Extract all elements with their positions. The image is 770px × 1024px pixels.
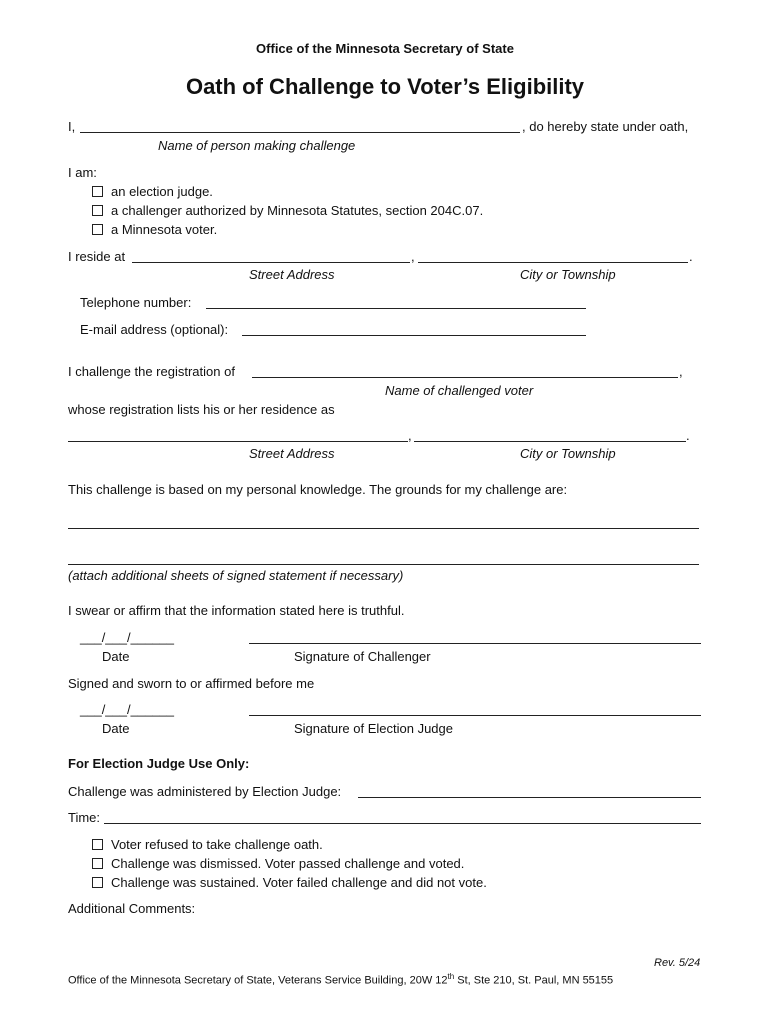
checkbox[interactable] [92,839,103,850]
judge-signature-line[interactable] [249,715,701,716]
date-caption-2: Date [102,721,130,736]
outcome-dismissed[interactable]: Challenge was dismissed. Voter passed challenge and voted. [92,856,464,871]
footer-address: Office of the Minnesota Secretary of State, Veterans Service Building, 20W 12th St, Ste 210, St. Paul, MN 55155 [68,972,614,987]
street-caption: Street Address [249,267,335,282]
phone-line [206,308,586,309]
signature-challenger-caption: Signature of Challenger [294,649,431,664]
iam-label: I am: [68,165,97,180]
sworn-text: Signed and sworn to or affirmed before me [68,676,315,691]
reside-label: I reside at [68,249,126,264]
phone-field[interactable] [208,292,584,308]
grounds-field-1[interactable] [70,512,697,528]
reside-city-line [418,262,688,263]
challenger-name-field[interactable] [82,116,518,132]
oath-prefix: I, [68,119,76,134]
challenger-signature-line[interactable] [249,643,701,644]
voter-caption: Name of challenged voter [385,383,534,398]
checkbox[interactable] [92,205,103,216]
date-blank-challenger[interactable]: ___/___/______ [80,630,174,645]
administered-label: Challenge was administered by Election Judge: [68,784,342,799]
checkbox[interactable] [92,186,103,197]
checkbox[interactable] [92,858,103,869]
comments-label: Additional Comments: [68,901,196,916]
grounds-field-2[interactable] [70,548,697,564]
iam-option-judge[interactable]: an election judge. [92,184,213,199]
checkbox[interactable] [92,224,103,235]
office-header: Office of the Minnesota Secretary of State [256,41,514,56]
date-blank-judge[interactable]: ___/___/______ [80,702,174,717]
voter-street-field[interactable] [70,425,406,441]
revision: Rev. 5/24 [654,957,701,969]
residence-text: whose registration lists his or her residence as [68,402,335,417]
time-label: Time: [68,810,101,825]
challenge-label: I challenge the registration of [68,364,235,379]
swear-text: I swear or affirm that the information stated here is truthful. [68,603,405,618]
time-line [104,823,701,824]
email-line [242,335,586,336]
grounds-line-2 [68,564,699,565]
city-caption-2: City or Township [520,446,616,461]
phone-label: Telephone number: [80,295,192,310]
judge-use-heading: For Election Judge Use Only: [68,756,250,771]
attach-note: (attach additional sheets of signed statement if necessary) [68,568,404,583]
period: . [689,249,693,264]
reside-street-field[interactable] [134,246,408,262]
comma: , [408,428,412,443]
signature-judge-caption: Signature of Election Judge [294,721,453,736]
iam-option-challenger[interactable]: a challenger authorized by Minnesota Statutes, section 204C.07. [92,203,483,218]
street-caption-2: Street Address [249,446,335,461]
reside-city-field[interactable] [420,246,686,262]
email-field[interactable] [244,319,584,335]
email-label: E-mail address (optional): [80,322,229,337]
date-caption: Date [102,649,130,664]
outcome-refused[interactable]: Voter refused to take challenge oath. [92,837,323,852]
time-field[interactable] [106,807,699,823]
city-caption: City or Township [520,267,616,282]
oath-suffix: , do hereby state under oath, [522,119,689,134]
challenged-voter-line [252,377,678,378]
period: . [686,428,690,443]
grounds-line-1 [68,528,699,529]
administered-line [358,797,701,798]
name-caption: Name of person making challenge [158,138,356,153]
voter-city-line [414,441,686,442]
comma: , [411,249,415,264]
reside-street-line [132,262,410,263]
administered-field[interactable] [360,781,699,797]
challenger-name-line [80,132,520,133]
checkbox[interactable] [92,877,103,888]
voter-city-field[interactable] [416,425,684,441]
comma: , [679,364,683,379]
outcome-sustained[interactable]: Challenge was sustained. Voter failed challenge and did not vote. [92,875,487,890]
iam-option-voter[interactable]: a Minnesota voter. [92,222,217,237]
challenged-voter-field[interactable] [254,361,676,377]
page-title: Oath of Challenge to Voter’s Eligibility [185,74,585,99]
grounds-text: This challenge is based on my personal knowledge. The grounds for my challenge are: [68,482,568,497]
voter-street-line [68,441,408,442]
